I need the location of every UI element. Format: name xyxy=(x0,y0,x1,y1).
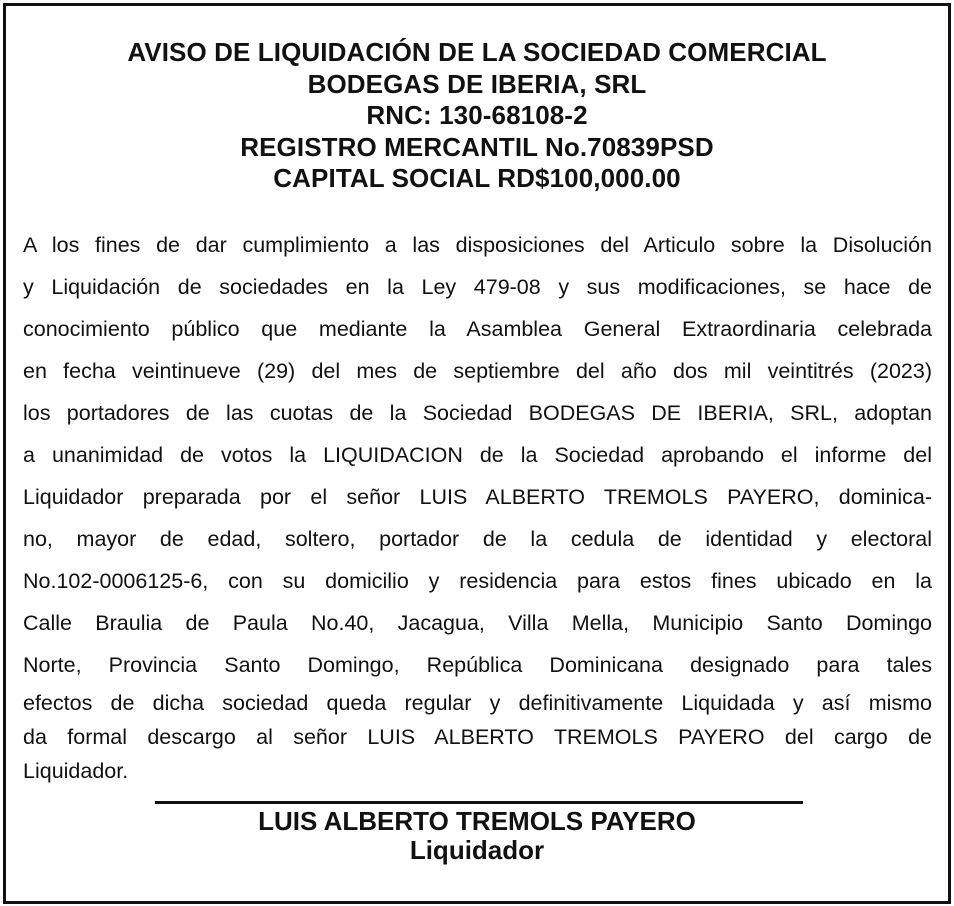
body-line: a unanimidad de votos la LIQUIDACION de la Sociedad aprobando el informe del xyxy=(23,443,932,467)
signatory-role: Liquidador xyxy=(409,835,545,865)
body-line: los portadores de las cuotas de la Sociedad BODEGAS DE IBERIA, SRL, adoptan xyxy=(23,401,932,425)
notice-header xyxy=(6,37,948,195)
company-name: BODEGAS DE IBERIA, SRL xyxy=(307,68,647,99)
body-line: Liquidador. xyxy=(23,759,129,783)
body-line: A los fines de dar cumplimiento a las disposiciones del Articulo sobre la Disolución xyxy=(23,233,932,257)
notice-body xyxy=(23,224,932,788)
signatory-name: LUIS ALBERTO TREMOLS PAYERO xyxy=(258,806,696,836)
signature-block xyxy=(6,807,948,865)
body-line: no, mayor de edad, soltero, portador de la cedula de identidad y electoral xyxy=(23,527,932,551)
body-line: en fecha veintinueve (29) del mes de septiembre del año dos mil veintitrés (2023) xyxy=(23,359,932,383)
company-rnc: RNC: 130-68108-2 xyxy=(366,100,588,130)
body-line: No.102-0006125-6, con su domicilio y residencia para estos fines ubicado en la xyxy=(23,569,932,593)
body-line: da formal descargo al señor LUIS ALBERTO TREMOLS PAYERO del cargo de xyxy=(23,725,932,749)
body-line: efectos de dicha sociedad queda regular y definitivamente Liquidada y así mismo xyxy=(23,691,932,715)
body-line: Norte, Provincia Santo Domingo, República Dominicana designado para tales xyxy=(23,653,932,677)
commercial-registry: REGISTRO MERCANTIL No.70839PSD xyxy=(240,131,714,162)
body-line: y Liquidación de sociedades en la Ley 479-08 y sus modificaciones, se hace de xyxy=(23,275,932,299)
body-line: conocimiento público que mediante la Asamblea General Extraordinaria celebrada xyxy=(23,317,932,341)
signature-line xyxy=(155,801,803,804)
notice-frame xyxy=(3,3,951,904)
notice-title: AVISO DE LIQUIDACIÓN DE LA SOCIEDAD COMERCIAL xyxy=(127,37,827,67)
body-line: Liquidador preparada por el señor LUIS ALBERTO TREMOLS PAYERO, dominica- xyxy=(23,485,932,509)
body-line: Calle Braulia de Paula No.40, Jacagua, Villa Mella, Municipio Santo Domingo xyxy=(23,611,932,635)
share-capital: CAPITAL SOCIAL RD$100,000.00 xyxy=(273,163,681,193)
